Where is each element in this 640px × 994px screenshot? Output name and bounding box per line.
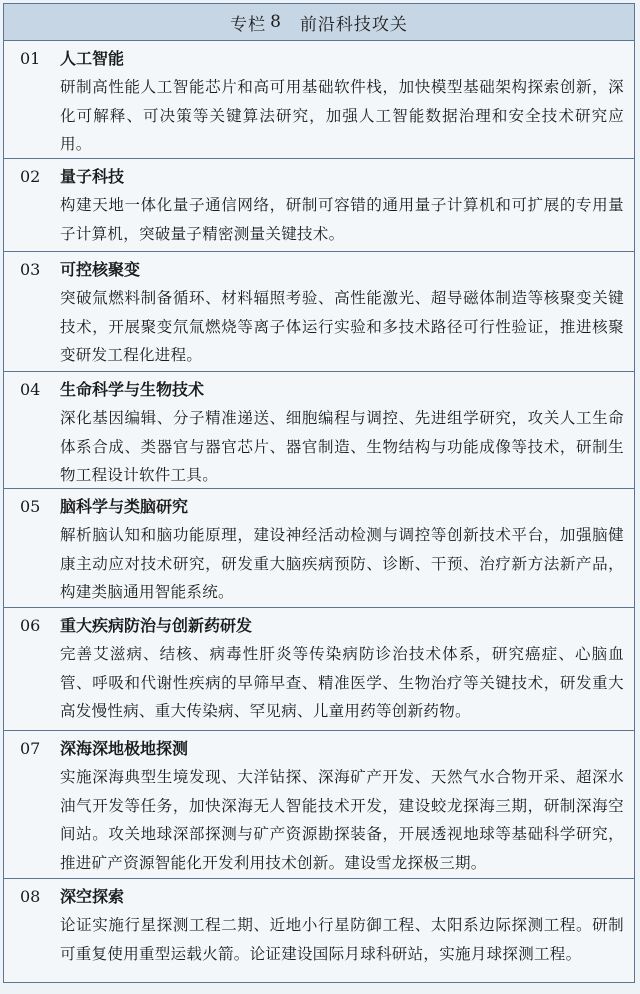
- section-title: 脑科学与类脑研究: [60, 497, 189, 516]
- section-title: 生命科学与生物技术: [60, 380, 205, 399]
- column-header: [4, 4, 634, 41]
- section-title: 可控核聚变: [60, 260, 141, 279]
- section-title: 深海深地极地探测: [60, 739, 189, 758]
- section-01: [4, 41, 634, 159]
- section-03: [4, 252, 634, 372]
- section-body: 论证实施行星探测工程二期、近地小行星防御工程、太阳系边际探测工程。研制可重复使用重型运载火箭。论证建设国际月球科研站，实施月球探测工程。: [60, 916, 624, 963]
- section-body: 深化基因编辑、分子精准递送、细胞编程与调控、先进组学研究，攻关人工生命体系合成、类器官与器官芯片、器官制造、生物结构与功能成像等技术，研制生物工程设计软件工具。: [60, 409, 624, 484]
- section-title: 深空探索: [60, 887, 125, 906]
- section-number: 08: [20, 887, 41, 906]
- column-title: 前沿科技攻关: [299, 14, 408, 35]
- section-02: [4, 159, 634, 252]
- section-08: [4, 879, 634, 994]
- section-body: 构建天地一体化量子通信网络，研制可容错的通用量子计算机和可扩展的专用量子计算机，突破量子精密测量关键技术。: [60, 196, 624, 243]
- section-body: 解析脑认知和脑功能原理，建设神经活动检测与调控等创新技术平台，加强脑健康主动应对技术研究，研发重大脑疾病预防、诊断、干预、治疗新方法新产品，构建类脑通用智能系统。: [60, 526, 624, 601]
- section-04: [4, 372, 634, 489]
- section-title: 量子科技: [60, 167, 125, 186]
- section-body: 研制高性能人工智能芯片和高可用基础软件栈，加快模型基础架构探索创新，深化可解释、可决策等关键算法研究，加强人工智能数据治理和安全技术研究应用。: [60, 78, 624, 153]
- section-06: [4, 608, 634, 731]
- section-number: 02: [20, 167, 41, 186]
- section-number: 06: [20, 616, 41, 635]
- section-body: 完善艾滋病、结核、病毒性肝炎等传染病防诊治技术体系，研究癌症、心脑血管、呼吸和代谢性疾病的早筛早查、精准医学、生物治疗等关键技术，研发重大高发慢性病、重大传染病、罕见病、儿童用药等创新药物。: [60, 645, 624, 720]
- section-title: 人工智能: [60, 49, 125, 68]
- section-number: 04: [20, 380, 41, 399]
- section-number: 01: [20, 49, 41, 68]
- section-07: [4, 731, 634, 879]
- section-number: 03: [20, 260, 41, 279]
- section-number: 05: [20, 497, 41, 516]
- column-panel: [3, 3, 635, 983]
- section-body: 突破氚燃料制备循环、材料辐照考验、高性能激光、超导磁体制造等核聚变关键技术，开展聚变氘氚燃烧等离子体运行实验和多技术路径可行性验证，推进核聚变研发工程化进程。: [60, 289, 624, 364]
- column-label: 专栏: [230, 14, 267, 35]
- section-05: [4, 489, 634, 608]
- section-title: 重大疾病防治与创新药研发: [60, 616, 253, 635]
- section-number: 07: [20, 739, 41, 758]
- column-number: 8: [270, 12, 282, 32]
- section-body: 实施深海典型生境发现、大洋钻探、深海矿产开发、天然气水合物开采、超深水油气开发等任务，加快深海无人智能技术开发，建设蛟龙探海三期，研制深海空间站。攻关地球深部探测与矿产资源勘探装备，开展透视地球等基础科学研究，推进矿产资源智能化开发利用技术创新。建设雪龙探极三期。: [60, 768, 624, 872]
